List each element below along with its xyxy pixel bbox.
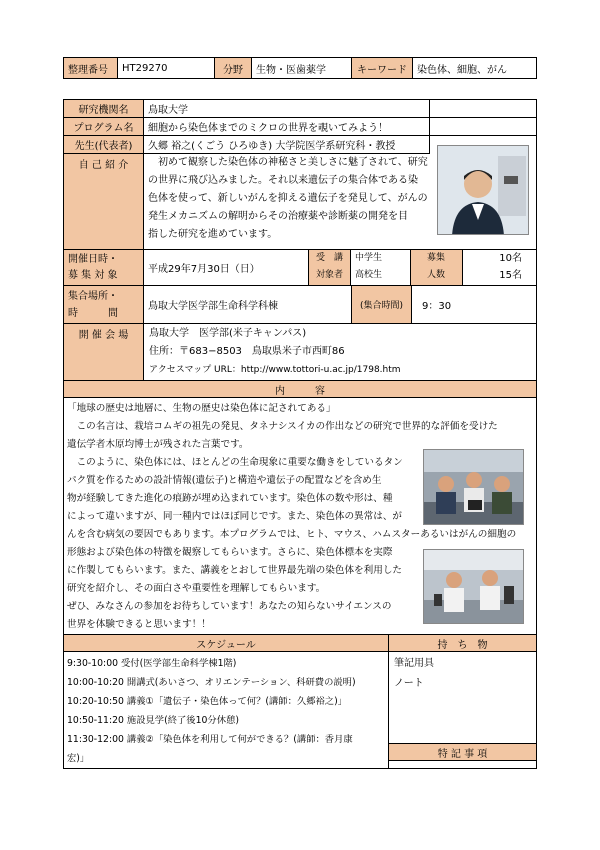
- content-line: この名言は、栽培コムギの祖先の発見、タネナシスイカの作出などの研究で世界的な評価を受けた: [67, 421, 498, 432]
- capacity-label-line2: 人数: [427, 270, 446, 280]
- content-line: 遺伝学者木原均博士が残された言葉です。: [67, 439, 249, 450]
- intro-line: 色体を使って、新しいがんを抑える遺伝子を発見して、がんの: [148, 193, 428, 204]
- program-blank: [429, 117, 537, 136]
- capacity-value: [462, 249, 537, 286]
- content-line: ぜひ、みなさんの参加をお待ちしています！あなたの知らないサイエンスの: [67, 601, 392, 612]
- belongings-box: [388, 651, 537, 744]
- venue-label: 開 催 会 場: [63, 323, 144, 381]
- professor-photo: [437, 145, 529, 235]
- schedule-list: [67, 654, 387, 768]
- schedule-item: 10:50-11:20 施設見学(終了後10分休憩): [67, 715, 239, 726]
- attendee-label-line2: 対象者: [315, 270, 343, 280]
- content-line: 「地球の歴史は地層に、生物の歴史は染色体に記されてある」: [67, 403, 336, 414]
- belongings-header: 持 ち 物: [388, 634, 537, 652]
- representative-value: 久郷 裕之(くごう ひろゆき) 大学院医学系研究科・教授: [143, 135, 430, 154]
- content-line: 研究を紹介し、その面白さや重要性を理解してもらいます。: [67, 583, 326, 594]
- org-label: 研究機関名: [63, 99, 144, 118]
- id-number-label: 整理番号: [63, 57, 118, 79]
- capacity-senior: 15名: [499, 270, 522, 281]
- lab-photo-1: [423, 449, 524, 525]
- program-value: 細胞から染色体までのミクロの世界を覗いてみよう！: [143, 117, 430, 136]
- org-blank: [429, 99, 537, 118]
- intro-label: 自 己 紹 介: [63, 153, 144, 250]
- intro-line: 初めて観察した染色体の神秘さと美しさに魅了されて、研究: [148, 157, 428, 168]
- capacity-junior: 10名: [499, 253, 522, 264]
- schedule-item: 宏)」: [67, 753, 90, 764]
- meeting-time-label: (集合時間): [351, 285, 412, 324]
- schedule-item: 10:00-10:20 開講式(あいさつ、オリエンテーション、科研費の説明): [67, 677, 356, 688]
- content-line: 形態および染色体の特徴を観察してもらいます。さらに、染色体標本を実際: [67, 547, 393, 558]
- venue-line: 鳥取大学 医学部(米子キャンパス): [149, 328, 307, 339]
- content-line: に作製してもらいます。また、講義をとおして世界最先端の染色体を利用した: [67, 565, 403, 576]
- venue-line: アクセスマップ URL：http://www.tottori-u.ac.jp/1798.htm: [149, 365, 401, 375]
- intro-text: [148, 154, 433, 244]
- date-label-line2: 募 集 対 象: [68, 270, 118, 281]
- attendee-label-line1: 受 講: [315, 253, 343, 263]
- meeting-time-value: 9：30: [411, 285, 537, 324]
- intro-line: 発生メカニズムの解明からその治療薬や診断薬の開発を目: [148, 211, 408, 222]
- meeting-label-line2: 時 間: [68, 308, 118, 319]
- keyword-label: キーワード: [351, 57, 413, 79]
- content-line: によって違いますが、同一種内ではほぼ同じです。また、染色体の異常は、が: [67, 511, 403, 522]
- schedule-item: 11:30-12:00 講義②「染色体を利用して何ができる？(講師：香月康: [67, 734, 353, 745]
- schedule-item: 9:30-10:00 受付(医学部生命科学棟1階): [67, 658, 237, 669]
- meeting-label-line1: 集合場所・: [68, 291, 118, 302]
- notes-header: 特 記 事 項: [388, 743, 537, 761]
- program-label: プログラム名: [63, 117, 144, 136]
- venue-line: 住所：〒683−8503 鳥取県米子市西町86: [149, 346, 345, 357]
- content-line: パク質を作るための設計情報(遺伝子)と構造や遺伝子の配置などを含め生: [67, 475, 382, 486]
- date-label-line1: 開催日時・: [68, 254, 118, 265]
- capacity-label-line1: 募集: [427, 253, 446, 263]
- notes-box: [388, 760, 537, 769]
- meeting-label: [63, 285, 144, 324]
- intro-line: の世界に飛び込みました。それ以来遺伝子の集合体である染: [148, 175, 418, 186]
- field-value: 生物・医歯薬学: [251, 57, 352, 79]
- date-label: [63, 249, 144, 286]
- date-value: 平成29年7月30日（日）: [143, 249, 309, 286]
- lab-photo-2: [423, 549, 524, 624]
- attendee-label: [308, 249, 351, 286]
- field-label: 分野: [214, 57, 252, 79]
- attendee-junior: 中学生: [355, 253, 383, 263]
- schedule-header: スケジュール: [63, 634, 389, 652]
- content-line: このように、染色体には、ほとんどの生命現象に重要な働きをしているタン: [67, 457, 403, 468]
- schedule-item: 10:20-10:50 講義①「遺伝子・染色体って何？(講師：久郷裕之)」: [67, 696, 348, 707]
- meeting-value: 鳥取大学医学部生命科学科棟: [143, 285, 352, 324]
- representative-label: 先生(代表者): [63, 135, 144, 154]
- content-line: んを含む病気の要因でもあります。本プログラムでは、ヒト、マウス、ハムスターあるいはがんの細胞の: [67, 529, 517, 540]
- content-line: 世界を体験できると思います！！: [67, 619, 211, 630]
- attendee-senior: 高校生: [355, 270, 383, 280]
- org-value: 鳥取大学: [143, 99, 430, 118]
- belonging-item: ノート: [394, 678, 424, 689]
- capacity-label: [410, 249, 463, 286]
- content-header: 内 容: [63, 380, 537, 398]
- keyword-value: 染色体、細胞、がん: [412, 57, 537, 79]
- intro-line: 指した研究を進めています。: [148, 229, 278, 240]
- content-line: 物が経験してきた進化の痕跡が埋め込まれています。染色体の数や形は、種: [67, 493, 393, 504]
- id-number-value: HT29270: [117, 57, 215, 79]
- attendee-value: [350, 249, 411, 286]
- belonging-item: 筆記用具: [394, 658, 434, 669]
- venue-box: [143, 323, 537, 381]
